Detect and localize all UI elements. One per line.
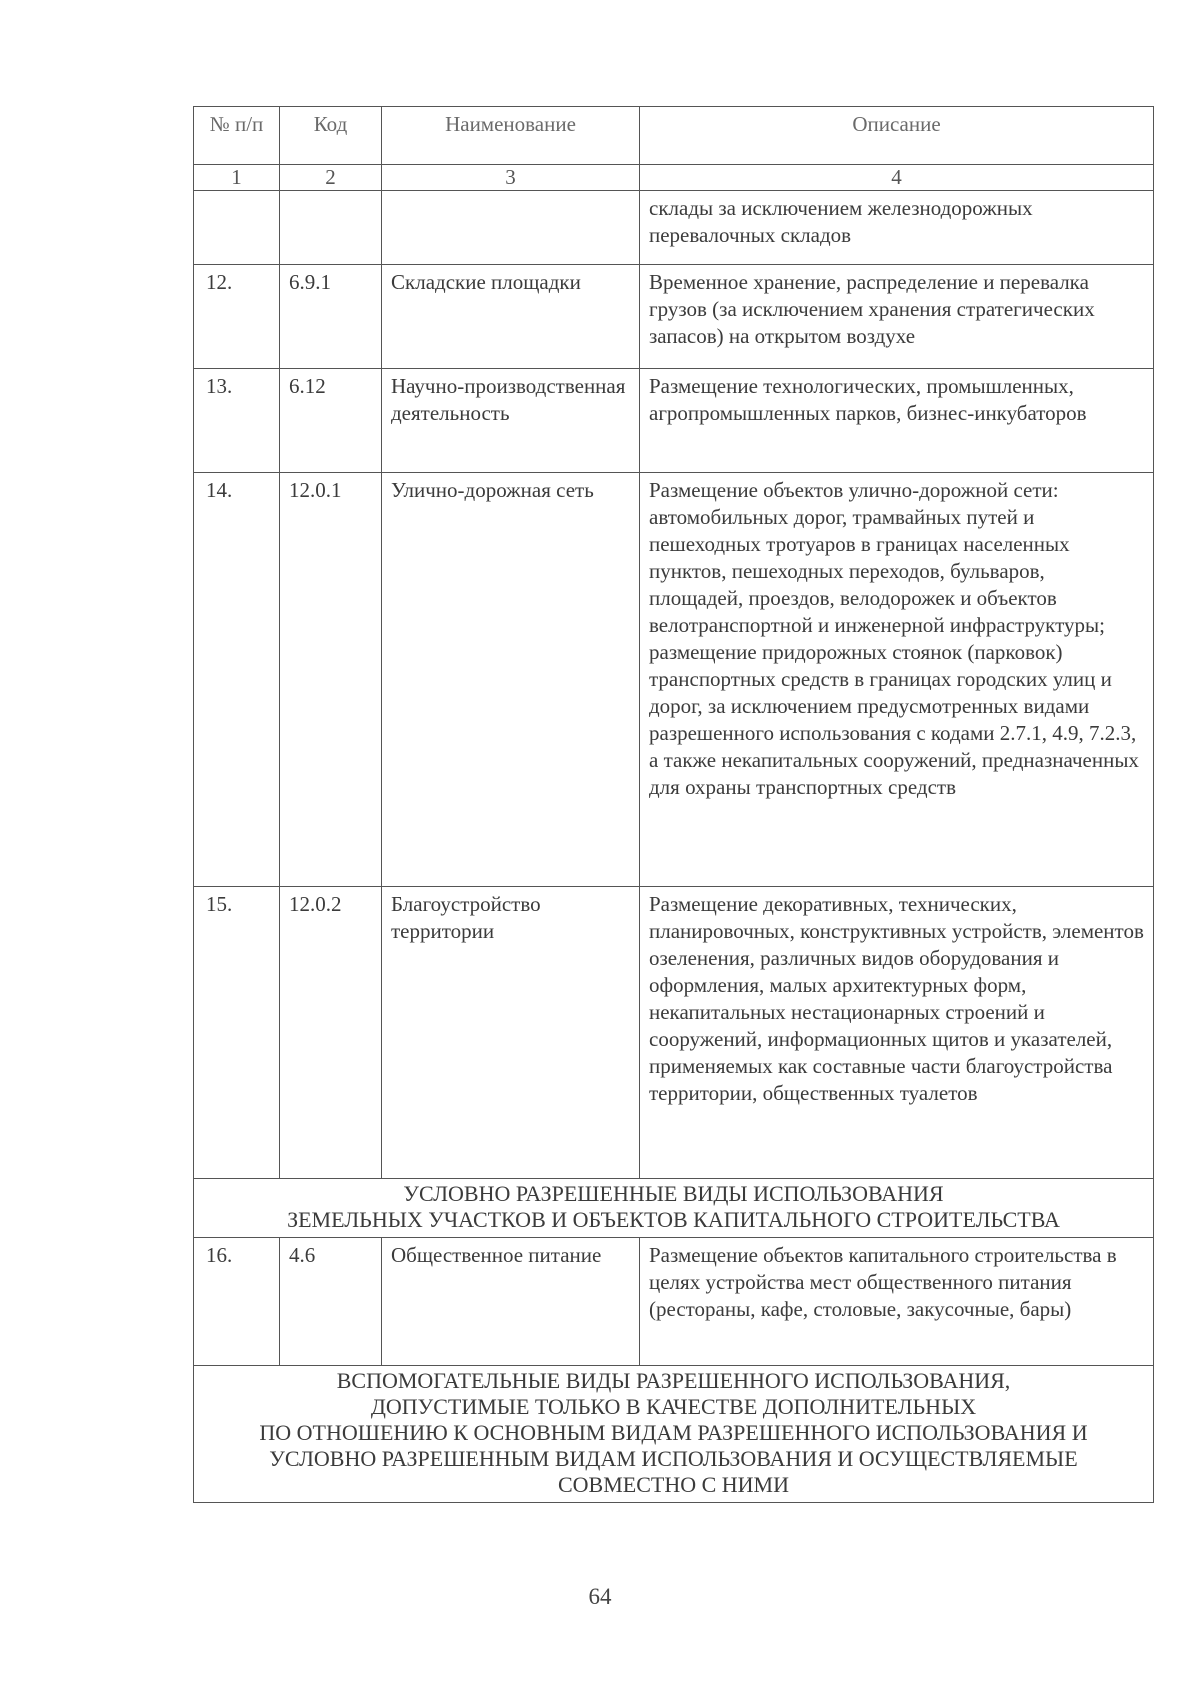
row-name: Научно-производственная деятельность (382, 369, 640, 473)
row-code: 12.0.2 (280, 887, 382, 1179)
column-number: 1 (194, 165, 280, 191)
row-name (382, 191, 640, 265)
land-use-table (193, 106, 1154, 1503)
section-heading-row (194, 1366, 1154, 1503)
section-heading-auxiliary (194, 1366, 1154, 1503)
section-heading-line: ЗЕМЕЛЬНЫХ УЧАСТКОВ И ОБЪЕКТОВ КАПИТАЛЬНОГО СТРОИТЕЛЬСТВА (287, 1207, 1060, 1232)
table-row (194, 1238, 1154, 1366)
page-number: 64 (588, 1584, 612, 1609)
row-code: 12.0.1 (280, 473, 382, 887)
row-number: 13. (194, 369, 280, 473)
section-heading-row (194, 1179, 1154, 1238)
section-heading-line: УСЛОВНО РАЗРЕШЕННЫЕ ВИДЫ ИСПОЛЬЗОВАНИЯ (403, 1181, 944, 1206)
row-code (280, 191, 382, 265)
section-heading-conditional (194, 1179, 1154, 1238)
table-row (194, 369, 1154, 473)
section-heading-line: ПО ОТНОШЕНИЮ К ОСНОВНЫМ ВИДАМ РАЗРЕШЕННОГО ИСПОЛЬЗОВАНИЯ И (259, 1420, 1088, 1445)
row-code: 6.9.1 (280, 265, 382, 369)
row-description: Размещение декоративных, технических, планировочных, конструктивных устройств, элементов озеленения, различных видов оборудования и оформления, малых архитектурных форм, некапитальных нестационарных строений и сооружений, информационных щитов и указателей, применяемых как составные части благоустройства территории, общественных туалетов (640, 887, 1154, 1179)
row-description: склады за исключением железнодорожных перевалочных складов (640, 191, 1154, 265)
row-number (194, 191, 280, 265)
column-number-row (194, 165, 1154, 191)
header-description: Описание (640, 107, 1154, 165)
table-row (194, 265, 1154, 369)
row-number: 16. (194, 1238, 280, 1366)
header-code: Код (280, 107, 382, 165)
row-number: 12. (194, 265, 280, 369)
row-number: 14. (194, 473, 280, 887)
row-description: Размещение объектов капитального строительства в целях устройства мест общественного питания (рестораны, кафе, столовые, закусочные, бары) (640, 1238, 1154, 1366)
row-name: Общественное питание (382, 1238, 640, 1366)
row-name: Благоустройство территории (382, 887, 640, 1179)
header-number: № п/п (194, 107, 280, 165)
header-name: Наименование (382, 107, 640, 165)
column-number: 4 (640, 165, 1154, 191)
row-name: Улично-дорожная сеть (382, 473, 640, 887)
row-code: 4.6 (280, 1238, 382, 1366)
section-heading-line: СОВМЕСТНО С НИМИ (557, 1472, 790, 1497)
row-number: 15. (194, 887, 280, 1179)
row-description: Размещение технологических, промышленных, агропромышленных парков, бизнес-инкубаторов (640, 369, 1154, 473)
table-row (194, 473, 1154, 887)
row-name: Складские площадки (382, 265, 640, 369)
table-header-row (194, 107, 1154, 165)
row-description: Временное хранение, распределение и перевалка грузов (за исключением хранения стратегических запасов) на открытом воздухе (640, 265, 1154, 369)
table-row (194, 887, 1154, 1179)
section-heading-line: ВСПОМОГАТЕЛЬНЫЕ ВИДЫ РАЗРЕШЕННОГО ИСПОЛЬЗОВАНИЯ, (336, 1368, 1011, 1393)
column-number: 2 (280, 165, 382, 191)
column-number: 3 (382, 165, 640, 191)
section-heading-line: ДОПУСТИМЫЕ ТОЛЬКО В КАЧЕСТВЕ ДОПОЛНИТЕЛЬНЫХ (370, 1394, 977, 1419)
section-heading-line: УСЛОВНО РАЗРЕШЕННЫМ ВИДАМ ИСПОЛЬЗОВАНИЯ И ОСУЩЕСТВЛЯЕМЫЕ (269, 1446, 1078, 1471)
row-description: Размещение объектов улично-дорожной сети: автомобильных дорог, трамвайных путей и пешеходных тротуаров в границах населенных пунктов, пешеходных переходов, бульваров, площадей, проездов, велодорожек и объектов велотранспортной и инженерной инфраструктуры; размещение придорожных стоянок (парковок) транспортных средств в границах городских улиц и дорог, за исключением предусмотренных видами разрешенного использования с кодами 2.7.1, 4.9, 7.2.3, а также некапитальных сооружений, предназначенных для охраны транспортных средств (640, 473, 1154, 887)
table-row (194, 191, 1154, 265)
row-code: 6.12 (280, 369, 382, 473)
